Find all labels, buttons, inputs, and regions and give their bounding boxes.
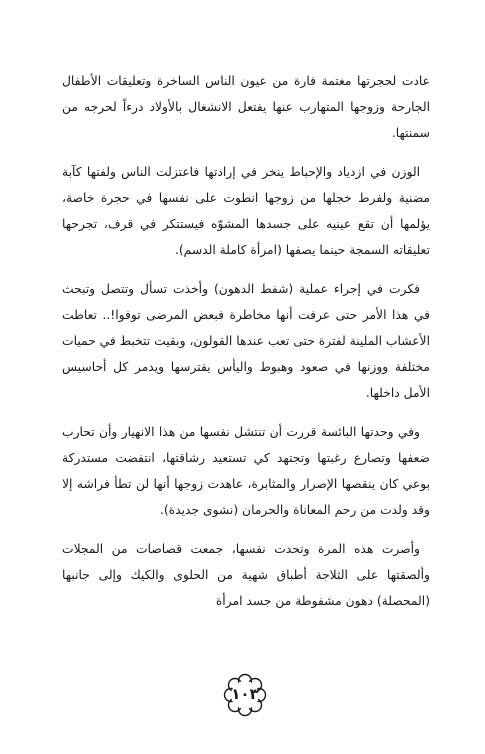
paragraph-2: الوزن في ازدياد والإحباط ينخر في إرادتها فاعتزلت الناس ولفتها كآبة مضنية ولفرط خجلها من زوجها انطوت على نفسها في حجرة خاصة، يؤلمها أن تقع عينيه على جسدها المشوّه فيستتكر في قرف، تجرحها تعليقاته السمجة حينما يصفها (امرأة كاملة الدسم). <box>62 165 430 257</box>
paragraph-4: وفي وحدتها البائسة قررت أن تنتشل نفسها من هذا الانهيار وأن تحارب ضعفها وتصارع رغبتها وتجتهد كي تستعيد رشاقتها، انتفضت مستدركة بوعي كان ينقصها الإصرار والمثابرة، عاهدت زوجها أنها لن تطأ فراشه إلا وقد ولدت من رحم المعاناة والحرمان (نشوى جديدة). <box>62 425 430 517</box>
paragraph-1: عادت لحجرتها مغتمة فارة من عيون الناس الساخرة وتعليقات الأطفال الجارحة وزوجها المتهارب عنها يفتعل الانشغال بالأولاد درءاً لحرجه من سمنتها. <box>62 74 430 140</box>
paragraph-5: وأصرت هذه المرة وتحدت نفسها، جمعت قصاصات من المجلات وألصقتها على الثلاجة أطباق شهية من الحلوى والكيك وإلى جانبها (المحصلة) دهون مشفوطة من جسد امرأة <box>62 542 430 608</box>
page-number: ١٠٣ <box>231 685 259 703</box>
paragraph-3: فكرت في إجراء عملية (شفط الدهون) وأخذت تسأل وتتصل وتبحث في هذا الأمر حتى عرفت أنها مخاطرة فبعض المرضى توفوا!.. تعاطت الأعشاب الملينة لفترة حتى تعب عندها القولون، وبقيت تتخبط في حميات مختلفة ووزنها في صعود وهبوط واليأس يفترسها ويدمر كل أحاسيس الأمل داخلها. <box>62 282 430 400</box>
page-body <box>62 68 430 627</box>
page-number-badge <box>222 672 268 718</box>
